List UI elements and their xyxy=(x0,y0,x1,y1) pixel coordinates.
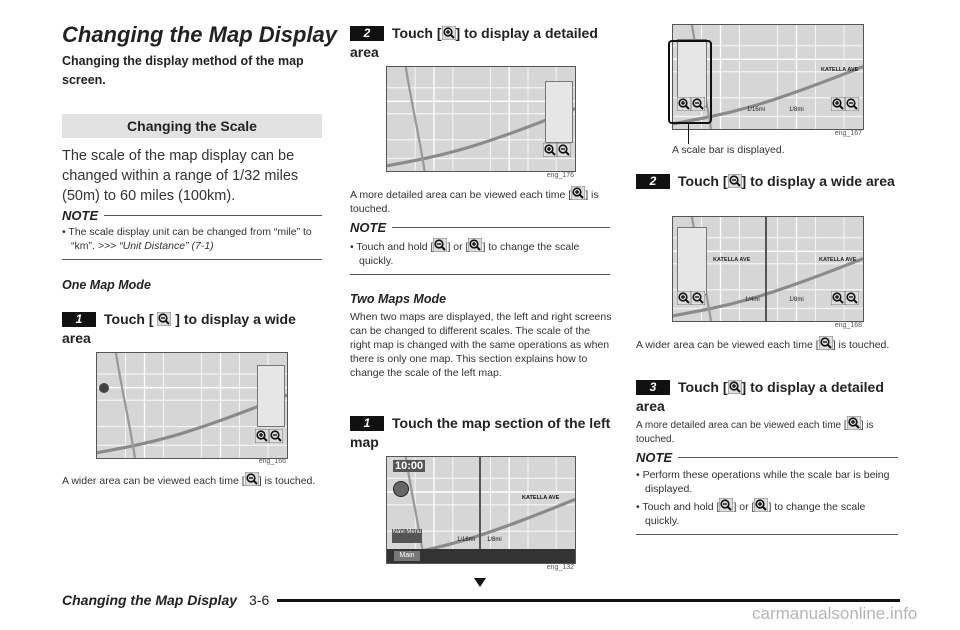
zoom-out-icon xyxy=(245,472,259,486)
zoom-out-icon xyxy=(719,498,733,512)
street-label: KATELLA AVE xyxy=(522,495,560,501)
zoom-in-icon xyxy=(442,26,456,40)
step-1-heading: 1 Touch [ ] to display a wide area xyxy=(62,311,296,346)
step-2-heading: 2 Touch [ ] to display a detailed area xyxy=(350,25,598,60)
zoom-out-icon xyxy=(433,238,447,252)
street-label: KATELLA AVE xyxy=(821,67,859,73)
intro-text: The scale of the map display can be changed within a range of 1/32 miles (50m) to 60 miles (100km). xyxy=(62,148,299,204)
scale-bar xyxy=(257,365,285,427)
zoom-in-icon xyxy=(847,416,861,430)
zoom-out-icon xyxy=(157,312,171,326)
map-caption: eng_168 xyxy=(834,322,862,329)
map-caption: eng_132 xyxy=(546,564,574,571)
zoom-in-icon xyxy=(468,238,482,252)
zoom-buttons xyxy=(255,429,283,443)
scale-label: 1/16mi xyxy=(457,537,476,543)
page-number: 3-6 xyxy=(249,592,270,608)
note-box-2 xyxy=(350,220,610,275)
step-3-detailed-heading: 3 Touch [ ] to display a detailed area xyxy=(636,379,884,414)
zoom-in-icon xyxy=(754,498,768,512)
zoom-buttons xyxy=(677,291,705,305)
note-text-1: • Perform these operations while the scale bar is being displayed. xyxy=(636,469,890,495)
section-bar: Changing the Scale xyxy=(62,114,322,138)
map-caption: eng_176 xyxy=(546,172,574,179)
step-1-two-maps-heading: 1 Touch the map section of the left map xyxy=(350,415,611,450)
map-eng-176 xyxy=(386,66,576,172)
compass-icon xyxy=(393,481,409,497)
scale-label: 1/16mi xyxy=(747,107,766,113)
zoom-buttons xyxy=(831,291,859,305)
two-maps-mode-heading: Two Maps Mode xyxy=(350,292,447,306)
main-button[interactable]: Main xyxy=(394,551,420,561)
zoom-out-icon xyxy=(728,174,742,188)
scale-bar xyxy=(677,227,707,295)
page-subtitle: Changing the display method of the map screen. xyxy=(62,54,304,87)
unit-distance-link[interactable]: >>> “Unit Distance” (7-1) xyxy=(97,240,214,252)
note-heading: NOTE xyxy=(350,220,610,235)
two-maps-mode-text: When two maps are displayed, the left and right screens can be changed to different scales. The scale of the right map is changed with the same operations as when there is only one map. This section explains how to change the scale of the left map. xyxy=(350,311,612,379)
scale-label: 1/8mi xyxy=(789,297,804,303)
scale-label: 1/8mi xyxy=(789,107,804,113)
map-caption: eng_167 xyxy=(834,130,862,137)
callout-line xyxy=(688,122,689,144)
result-text: A wider area can be viewed each time [ ] is touched. xyxy=(636,336,900,352)
zoom-out-icon xyxy=(819,336,833,350)
map-caption: eng_166 xyxy=(258,458,286,465)
zoom-in-icon xyxy=(571,186,585,200)
note-box-1 xyxy=(62,208,322,260)
street-label: KATELLA AVE xyxy=(819,257,857,263)
map-eng-168 xyxy=(672,216,864,322)
note-text: • The scale display unit can be changed from “mile” to “km”. >>> “Unit Distance” (7-1) xyxy=(62,226,312,252)
scale-label: 1/4mi xyxy=(745,297,760,303)
one-map-mode-heading: One Map Mode xyxy=(62,278,151,292)
result-text: A more detailed area can be viewed each time [ ] is touched. xyxy=(350,186,612,216)
scale-bar-highlight xyxy=(668,40,712,124)
note-box-3 xyxy=(636,450,898,535)
note-heading: NOTE xyxy=(636,450,898,465)
zoom-buttons xyxy=(543,143,571,157)
continue-arrow-icon xyxy=(474,578,486,588)
zoom-in-icon xyxy=(728,380,742,394)
navi-menu-button[interactable]: Navi Menu xyxy=(392,529,422,543)
note-text: • Touch and hold [ ] or [ ] to change the scale quickly. xyxy=(350,238,610,268)
note-heading: NOTE xyxy=(62,208,322,223)
note-text-2: • Touch and hold [ ] or [ ] to change the scale quickly. xyxy=(636,498,898,528)
watermark: carmanualsonline.info xyxy=(752,604,918,623)
two-map-screen xyxy=(386,456,576,564)
footer-title: Changing the Map Display xyxy=(62,592,238,608)
scale-bar-caption: A scale bar is displayed. xyxy=(672,144,785,156)
scale-bar xyxy=(545,81,573,143)
page-title: Changing the Map Display xyxy=(62,22,338,47)
scale-label: 1/8mi xyxy=(487,537,502,543)
map-eng-166 xyxy=(96,352,288,459)
zoom-buttons xyxy=(831,97,859,111)
clock: 10:00 xyxy=(395,460,424,472)
result-text: A wider area can be viewed each time [ ] is touched. xyxy=(62,472,324,488)
street-label: KATELLA AVE xyxy=(713,257,751,263)
compass-icon xyxy=(99,383,109,393)
step-2-wide-heading: 2 Touch [ ] to display a wide area xyxy=(636,172,900,191)
result-text: A more detailed area can be viewed each time [ ] is touched. xyxy=(636,416,900,447)
